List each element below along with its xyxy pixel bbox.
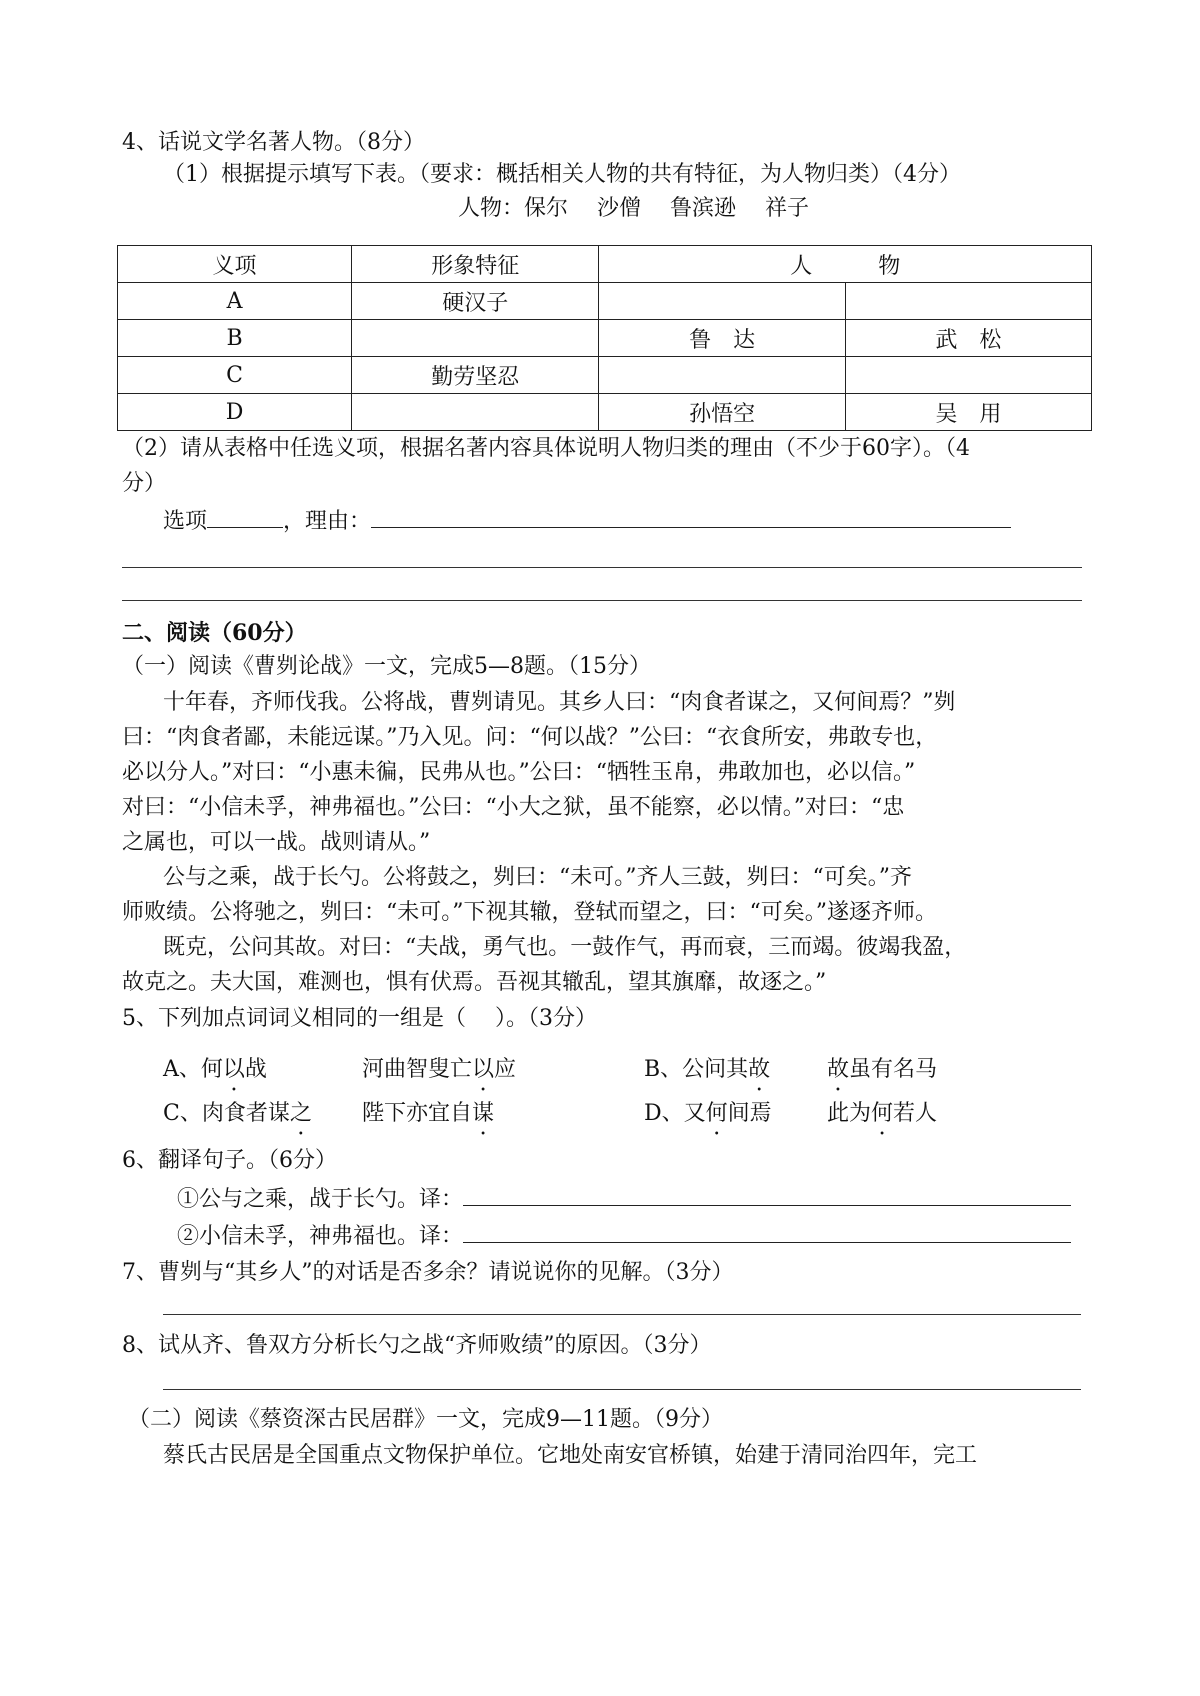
translation-blank-2[interactable] <box>463 1242 1071 1243</box>
answer-rule[interactable] <box>122 567 1082 568</box>
passage-line: 对曰：“小信未孚，神弗福也。”公曰：“小大之狱，虽不能察，必以情。”对曰：“忠 <box>122 795 905 820</box>
row-key: D <box>118 394 352 431</box>
q5-option-c-word2: 陛下亦宜自谋 <box>362 1101 495 1126</box>
q4-part2-line2: 分） <box>122 471 167 496</box>
q4-part2-line1: （2）请从表格中任选义项，根据名著内容具体说明人物归类的理由（不少于60字）。（4 <box>122 436 970 461</box>
row-person: 孙悟空 <box>599 394 845 431</box>
classification-table <box>117 245 1092 431</box>
row-person <box>845 283 1091 320</box>
q5-option-d-word2: 此为何若人 <box>827 1101 938 1126</box>
answer-line <box>163 511 1011 533</box>
q7: 7、曹刿与“其乡人”的对话是否多余？请说说你的见解。（3分） <box>122 1260 734 1285</box>
q5-title: 5、下列加点词词义相同的一组是（ ）。（3分） <box>122 1006 597 1031</box>
header-trait: 形象特征 <box>352 246 599 283</box>
q8: 8、试从齐、鲁双方分析长勺之战“齐师败绩”的原因。（3分） <box>122 1333 712 1358</box>
option-blank[interactable] <box>207 527 283 528</box>
row-person <box>845 357 1091 394</box>
answer-rule[interactable] <box>122 600 1082 601</box>
row-person: 武 松 <box>845 320 1091 357</box>
passage-line: 公与之乘，战于长勺。公将鼓之，刿曰：“未可。”齐人三鼓，刿曰：“可矣。”齐 <box>163 865 912 890</box>
q6-sentence1: ①公与之乘，战于长勺。译： <box>177 1189 1071 1211</box>
q5-option-a-word2: 河曲智叟亡以应 <box>362 1057 517 1082</box>
table-header-row <box>118 246 1092 283</box>
table-row <box>118 320 1092 357</box>
passage-line: 曰：“肉食者鄙，未能远谋。”乃入见。问：“何以战？”公曰：“衣食所安，弗敢专也， <box>122 725 938 750</box>
row-person <box>599 357 845 394</box>
row-key: C <box>118 357 352 394</box>
q8-answer-rule[interactable] <box>163 1389 1081 1390</box>
q5-option-c-word1: C、肉食者谋之 <box>163 1101 312 1126</box>
characters-hint: 人物：保尔 沙僧 鲁滨逊 祥子 <box>458 196 809 221</box>
q5-option-a-word1: A、何以战 <box>163 1057 267 1082</box>
header-people: 人 物 <box>599 246 1092 283</box>
reason-label: ，理由： <box>283 509 372 534</box>
q4-part1: （1）根据提示填写下表。（要求：概括相关人物的共有特征，为人物归类）（4分） <box>163 162 961 187</box>
header-key: 义项 <box>118 246 352 283</box>
q6-title: 6、翻译句子。（6分） <box>122 1148 337 1173</box>
row-trait <box>352 394 599 431</box>
q5-option-d-word1: D、又何间焉 <box>644 1101 772 1126</box>
sub2-passage-line: 蔡氏古民居是全国重点文物保护单位。它地处南安官桥镇，始建于清同治四年，完工 <box>163 1443 978 1468</box>
reason-blank[interactable] <box>371 527 1011 528</box>
q4-title: 4、话说文学名著人物。（8分） <box>122 130 425 155</box>
row-key: A <box>118 283 352 320</box>
row-person: 吴 用 <box>845 394 1091 431</box>
q6-sentence2: ②小信未孚，神弗福也。译： <box>177 1226 1071 1248</box>
sub2-title: （二）阅读《蔡资深古民居群》一文，完成9—11题。（9分） <box>128 1407 723 1432</box>
row-trait <box>352 320 599 357</box>
row-trait: 硬汉子 <box>352 283 599 320</box>
passage-line: 必以分人。”对曰：“小惠未徧，民弗从也。”公曰：“牺牲玉帛，弗敢加也，必以信。” <box>122 760 916 785</box>
passage-line: 既克，公问其故。对曰：“夫战，勇气也。一鼓作气，再而衰，三而竭。彼竭我盈， <box>163 935 967 960</box>
q7-answer-rule[interactable] <box>163 1314 1081 1315</box>
translation-blank-1[interactable] <box>463 1205 1071 1206</box>
row-trait: 勤劳坚忍 <box>352 357 599 394</box>
sub1-title: （一）阅读《曹刿论战》一文，完成5—8题。（15分） <box>122 654 651 679</box>
passage-line: 故克之。夫大国，难测也，惧有伏焉。吾视其辙乱，望其旗靡，故逐之。” <box>122 970 827 995</box>
section2-title: 二、阅读（60分） <box>122 620 307 646</box>
row-key: B <box>118 320 352 357</box>
row-person: 鲁 达 <box>599 320 845 357</box>
passage-line: 之属也，可以一战。战则请从。” <box>122 830 431 855</box>
passage-line: 十年春，齐师伐我。公将战，曹刿请见。其乡人曰：“肉食者谋之，又何间焉？”刿 <box>163 690 956 715</box>
q5-option-b-word2: 故虽有名马 <box>827 1057 938 1082</box>
table-row <box>118 357 1092 394</box>
passage-line: 师败绩。公将驰之，刿曰：“未可。”下视其辙，登轼而望之，曰：“可矣。”遂逐齐师。 <box>122 900 937 925</box>
table-row <box>118 283 1092 320</box>
q5-option-b-word1: B、公问其故 <box>644 1057 771 1082</box>
option-label: 选项 <box>163 509 208 534</box>
table-row <box>118 394 1092 431</box>
row-person <box>599 283 845 320</box>
